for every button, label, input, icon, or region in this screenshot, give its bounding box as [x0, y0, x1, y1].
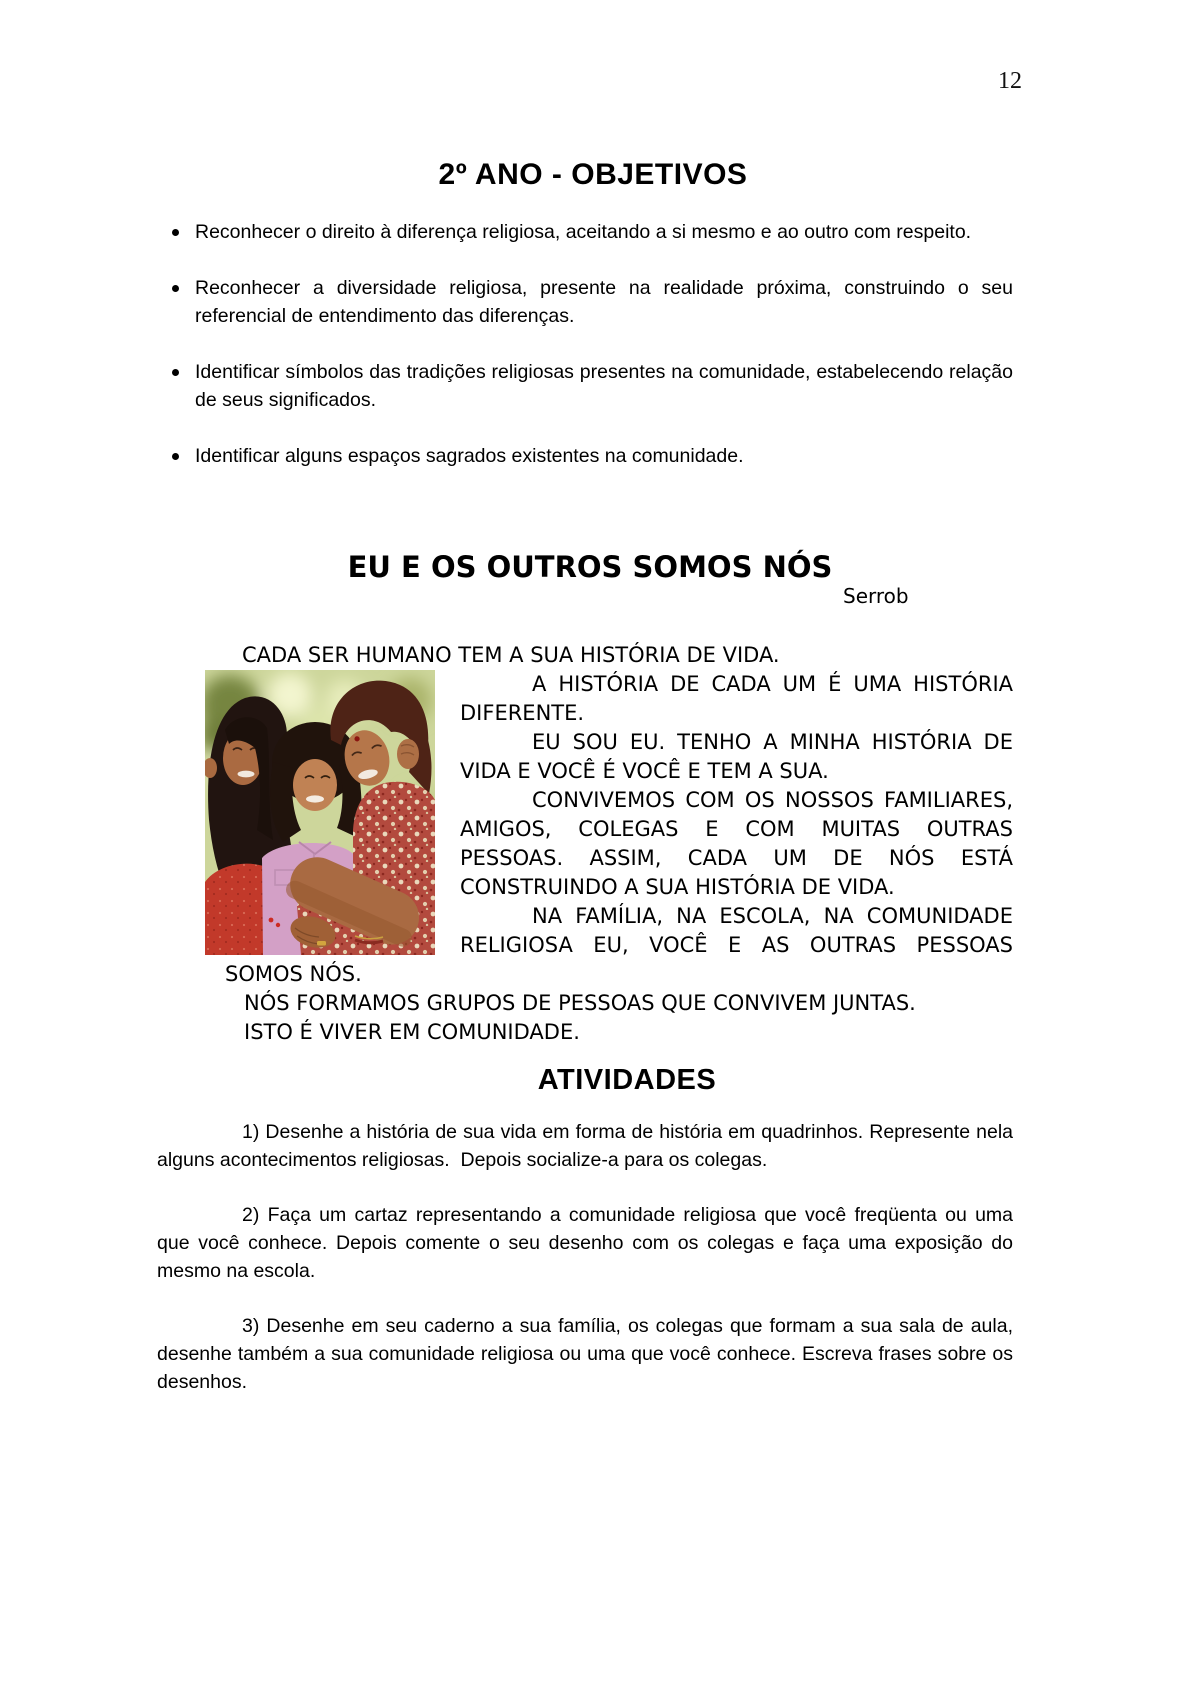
activity-item: 2) Faça um cartaz representando a comunidade religiosa que você freqüenta ou uma que você conhece. Depois comente o seu desenho com os colegas e faça uma exposição do mesmo na escola.	[157, 1204, 1019, 1282]
activity-item: 3) Desenhe em seu caderno a sua família, os colegas que formam a sua sala de aula, desenhe também a sua comunidade religiosa ou uma que você conhece. Escreva frases sobre os desenhos.	[157, 1315, 1019, 1393]
story-paragraph: CADA SER HUMANO TEM A SUA HISTÓRIA DE VIDA.	[242, 643, 780, 667]
bullet-icon	[172, 229, 179, 236]
story-paragraph: CONVIVEMOS COM OS NOSSOS FAMILIARES, AMIGOS, COLEGAS E COM MUITAS OUTRAS PESSOAS. ASSIM, CADA UM DE NÓS ESTÁ CONSTRUINDO A SUA HISTÓRIA DE VIDA.	[460, 788, 1013, 899]
story-text-block	[225, 641, 1013, 1047]
story-paragraph: NÓS FORMAMOS GRUPOS DE PESSOAS QUE CONVIVEM JUNTAS.	[244, 991, 916, 1015]
objective-text: Reconhecer a diversidade religiosa, presente na realidade próxima, construindo o seu referencial de entendimento das diferenças.	[195, 277, 1013, 327]
story-paragraph: NA FAMÍLIA, NA ESCOLA, NA COMUNIDADE RELIGIOSA EU, VOCÊ E AS OUTRAS PESSOAS SOMOS NÓS.	[225, 904, 1013, 986]
story-paragraph: A HISTÓRIA DE CADA UM É UMA HISTÓRIA DIFERENTE.	[460, 672, 1013, 725]
bullet-icon	[172, 285, 179, 292]
objective-item	[157, 274, 1013, 330]
objective-text: Identificar alguns espaços sagrados existentes na comunidade.	[195, 445, 744, 467]
story-paragraph: EU SOU EU. TENHO A MINHA HISTÓRIA DE VIDA E VOCÊ É VOCÊ E TEM A SUA.	[460, 730, 1013, 783]
bullet-icon	[172, 369, 179, 376]
family-photo-illustration	[205, 670, 435, 955]
story-title: EU E OS OUTROS SOMOS NÓS	[347, 550, 833, 585]
objective-item	[157, 442, 1013, 470]
section-title-objectives: 2º ANO - OBJETIVOS	[438, 158, 748, 192]
objective-text: Identificar símbolos das tradições religiosas presentes na comunidade, estabelecendo relação de seus significados.	[195, 361, 1013, 411]
activities-list	[157, 1118, 1019, 1423]
story-attribution: Serrob	[843, 584, 909, 608]
section-title-activities: ATIVIDADES	[537, 1064, 717, 1097]
objective-item	[157, 358, 1013, 414]
activity-item: 1) Desenhe a história de sua vida em forma de história em quadrinhos. Represente nela alguns acontecimentos religiosas. Depois socialize-a para os colegas.	[157, 1121, 1019, 1171]
family-photo	[205, 670, 435, 955]
page-number: 12	[998, 68, 1022, 94]
story-paragraph: ISTO É VIVER EM COMUNIDADE.	[244, 1020, 580, 1044]
objective-text: Reconhecer o direito à diferença religiosa, aceitando a si mesmo e ao outro com respeito.	[195, 221, 972, 243]
objectives-list	[157, 218, 1013, 498]
bullet-icon	[172, 453, 179, 460]
objective-item	[157, 218, 1013, 246]
